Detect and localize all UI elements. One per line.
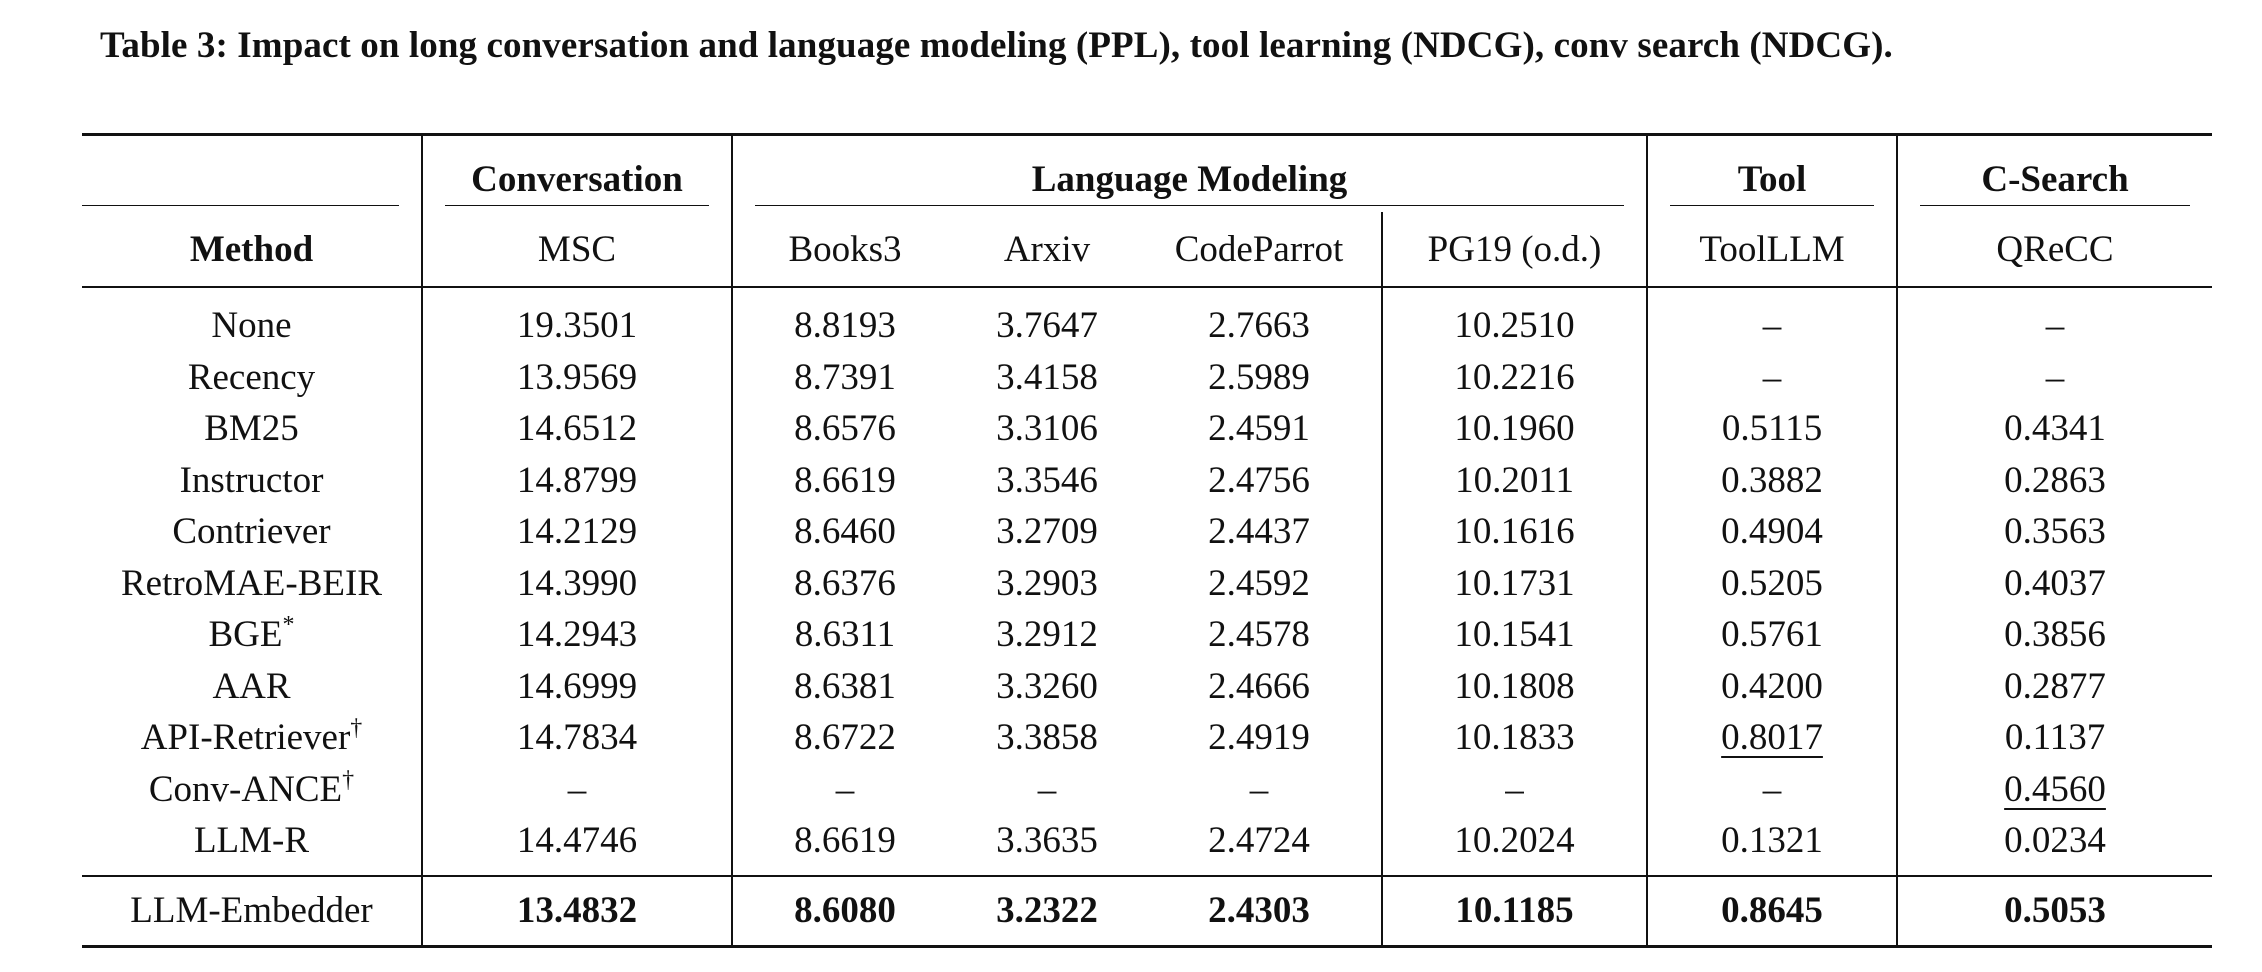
- table-row: [82, 764, 2212, 816]
- codeparrot-cell: –: [1249, 768, 1269, 810]
- qrecc-cell: 0.2877: [1897, 661, 2212, 713]
- table-row: [82, 609, 2212, 661]
- column-header-msc: MSC: [422, 212, 732, 287]
- codeparrot-cell: 2.4919: [1208, 717, 1310, 759]
- column-header-qrecc: QReCC: [1897, 212, 2212, 287]
- arxiv-cell: 3.2322: [957, 876, 1137, 947]
- toolllm-cell: 0.5205: [1647, 558, 1897, 610]
- codeparrot-cell: 2.4303: [1137, 876, 1382, 947]
- method-cell: LLM-Embedder: [82, 876, 422, 947]
- qrecc-cell: 0.3563: [1897, 506, 2212, 558]
- codeparrot-cell: 2.4437: [1208, 511, 1310, 553]
- books3-cell: 8.6376: [732, 558, 957, 610]
- books3-cell: 8.6460: [732, 506, 957, 558]
- method-cell: LLM-R: [193, 820, 310, 862]
- msc-cell: 13.9569: [422, 352, 732, 404]
- qrecc-cell: –: [1897, 287, 2212, 352]
- arxiv-cell: –: [1037, 768, 1057, 810]
- method-cell: Recency: [187, 356, 316, 398]
- toolllm-cell: –: [1647, 352, 1897, 404]
- table-row: [82, 815, 2212, 876]
- arxiv-cell: 3.2709: [996, 511, 1098, 553]
- toolllm-cell: 0.4904: [1647, 506, 1897, 558]
- method-group-spacer: [82, 135, 422, 213]
- second-best-value: 0.8017: [1721, 717, 1823, 759]
- arxiv-cell: 3.7647: [996, 305, 1098, 347]
- books3-cell: 8.6619: [732, 815, 957, 876]
- qrecc-cell: 0.5053: [1897, 876, 2212, 947]
- msc-cell: 14.6512: [422, 403, 732, 455]
- qrecc-cell: 0.2863: [1897, 455, 2212, 507]
- books3-cell: 8.6576: [732, 403, 957, 455]
- column-header-codeparrot: CodeParrot: [1137, 212, 1382, 287]
- arxiv-cell: 3.4158: [996, 356, 1098, 398]
- table-row: [82, 287, 2212, 352]
- method-cell: BGE*: [208, 612, 295, 656]
- arxiv-cell: 3.2912: [996, 614, 1098, 656]
- qrecc-cell: 0.3856: [1897, 609, 2212, 661]
- table-caption: Table 3: Impact on long conversation and language modeling (PPL), tool learning (NDCG), conv search (NDCG).: [100, 25, 1893, 66]
- method-cell: RetroMAE-BEIR: [120, 562, 383, 604]
- second-best-value: 0.4560: [2004, 768, 2106, 810]
- arxiv-cell: 3.3858: [996, 717, 1098, 759]
- group-header-row: [82, 135, 2212, 213]
- msc-cell: 14.3990: [422, 558, 732, 610]
- table-row: [82, 661, 2212, 713]
- msc-cell: –: [422, 764, 732, 816]
- pg19-cell: 10.2510: [1382, 287, 1647, 352]
- msc-cell: 13.4832: [422, 876, 732, 947]
- arxiv-cell: 3.3260: [996, 665, 1098, 707]
- table-row: [82, 506, 2212, 558]
- table-row: [82, 403, 2212, 455]
- results-table: [82, 133, 2212, 948]
- pg19-cell: 10.2216: [1382, 352, 1647, 404]
- msc-cell: 14.2943: [422, 609, 732, 661]
- qrecc-cell: 0.4341: [1897, 403, 2212, 455]
- arxiv-cell: 3.3635: [996, 820, 1098, 862]
- pg19-cell: 10.1808: [1382, 661, 1647, 713]
- method-cell: Conv-ANCE†: [148, 766, 355, 810]
- table-row-llm-embedder: [82, 876, 2212, 947]
- msc-cell: 14.8799: [422, 455, 732, 507]
- codeparrot-cell: 2.5989: [1208, 356, 1310, 398]
- method-cell: AAR: [212, 665, 291, 707]
- footnote-mark: *: [282, 612, 295, 639]
- books3-cell: 8.6080: [732, 876, 957, 947]
- toolllm-cell: 0.5761: [1647, 609, 1897, 661]
- arxiv-cell: 3.3106: [996, 408, 1098, 450]
- group-header-tool: Tool: [1647, 135, 1897, 213]
- final-row-group: [82, 876, 2212, 947]
- group-header-language-modeling: Language Modeling: [732, 135, 1647, 213]
- books3-cell: –: [732, 764, 957, 816]
- books3-cell: 8.6311: [732, 609, 957, 661]
- msc-cell: 14.4746: [422, 815, 732, 876]
- codeparrot-cell: 2.4592: [1208, 562, 1310, 604]
- codeparrot-cell: 2.7663: [1208, 305, 1310, 347]
- toolllm-cell: [1647, 712, 1897, 764]
- pg19-cell: 10.2024: [1382, 815, 1647, 876]
- footnote-mark: †: [342, 766, 355, 793]
- codeparrot-cell: 2.4724: [1208, 820, 1310, 862]
- pg19-cell: 10.1731: [1382, 558, 1647, 610]
- toolllm-cell: 0.8645: [1647, 876, 1897, 947]
- arxiv-cell: 3.3546: [996, 459, 1098, 501]
- pg19-cell: 10.1185: [1382, 876, 1647, 947]
- pg19-cell: 10.1616: [1382, 506, 1647, 558]
- method-cell: Contriever: [172, 511, 331, 553]
- method-cell: BM25: [204, 408, 299, 450]
- toolllm-cell: 0.3882: [1647, 455, 1897, 507]
- toolllm-cell: –: [1647, 287, 1897, 352]
- qrecc-cell: 0.1137: [1897, 712, 2212, 764]
- books3-cell: 8.6722: [732, 712, 957, 764]
- column-header-method: Method: [82, 212, 422, 287]
- msc-cell: 14.6999: [422, 661, 732, 713]
- books3-cell: 8.8193: [732, 287, 957, 352]
- method-cell: None: [211, 305, 292, 347]
- codeparrot-cell: 2.4591: [1208, 408, 1310, 450]
- books3-cell: 8.7391: [732, 352, 957, 404]
- codeparrot-cell: 2.4578: [1208, 614, 1310, 656]
- books3-cell: 8.6619: [732, 455, 957, 507]
- pg19-cell: 10.2011: [1382, 455, 1647, 507]
- qrecc-cell: [1897, 764, 2212, 816]
- column-header-books3: Books3: [732, 212, 957, 287]
- qrecc-cell: –: [1897, 352, 2212, 404]
- msc-cell: 19.3501: [422, 287, 732, 352]
- table-row: [82, 455, 2212, 507]
- table-row: [82, 712, 2212, 764]
- msc-cell: 14.7834: [422, 712, 732, 764]
- arxiv-cell: 3.2903: [996, 562, 1098, 604]
- msc-cell: 14.2129: [422, 506, 732, 558]
- toolllm-cell: 0.4200: [1647, 661, 1897, 713]
- toolllm-cell: 0.1321: [1647, 815, 1897, 876]
- pg19-cell: 10.1960: [1382, 403, 1647, 455]
- column-header-row: [82, 212, 2212, 287]
- books3-cell: 8.6381: [732, 661, 957, 713]
- qrecc-cell: 0.4037: [1897, 558, 2212, 610]
- group-header-conversation: Conversation: [422, 135, 732, 213]
- column-header-pg19: PG19 (o.d.): [1382, 212, 1647, 287]
- column-header-toolllm: ToolLLM: [1647, 212, 1897, 287]
- pg19-cell: 10.1833: [1382, 712, 1647, 764]
- method-cell: Instructor: [179, 459, 324, 501]
- table-body: [82, 287, 2212, 876]
- qrecc-cell: 0.0234: [1897, 815, 2212, 876]
- pg19-cell: –: [1382, 764, 1647, 816]
- table-row: [82, 352, 2212, 404]
- group-header-c-search: C-Search: [1897, 135, 2212, 213]
- codeparrot-cell: 2.4666: [1208, 665, 1310, 707]
- toolllm-cell: 0.5115: [1647, 403, 1897, 455]
- footnote-mark: †: [350, 715, 363, 742]
- column-header-arxiv: Arxiv: [957, 212, 1137, 287]
- table-row: [82, 558, 2212, 610]
- method-cell: API-Retriever†: [140, 715, 363, 759]
- pg19-cell: 10.1541: [1382, 609, 1647, 661]
- codeparrot-cell: 2.4756: [1208, 459, 1310, 501]
- toolllm-cell: –: [1647, 764, 1897, 816]
